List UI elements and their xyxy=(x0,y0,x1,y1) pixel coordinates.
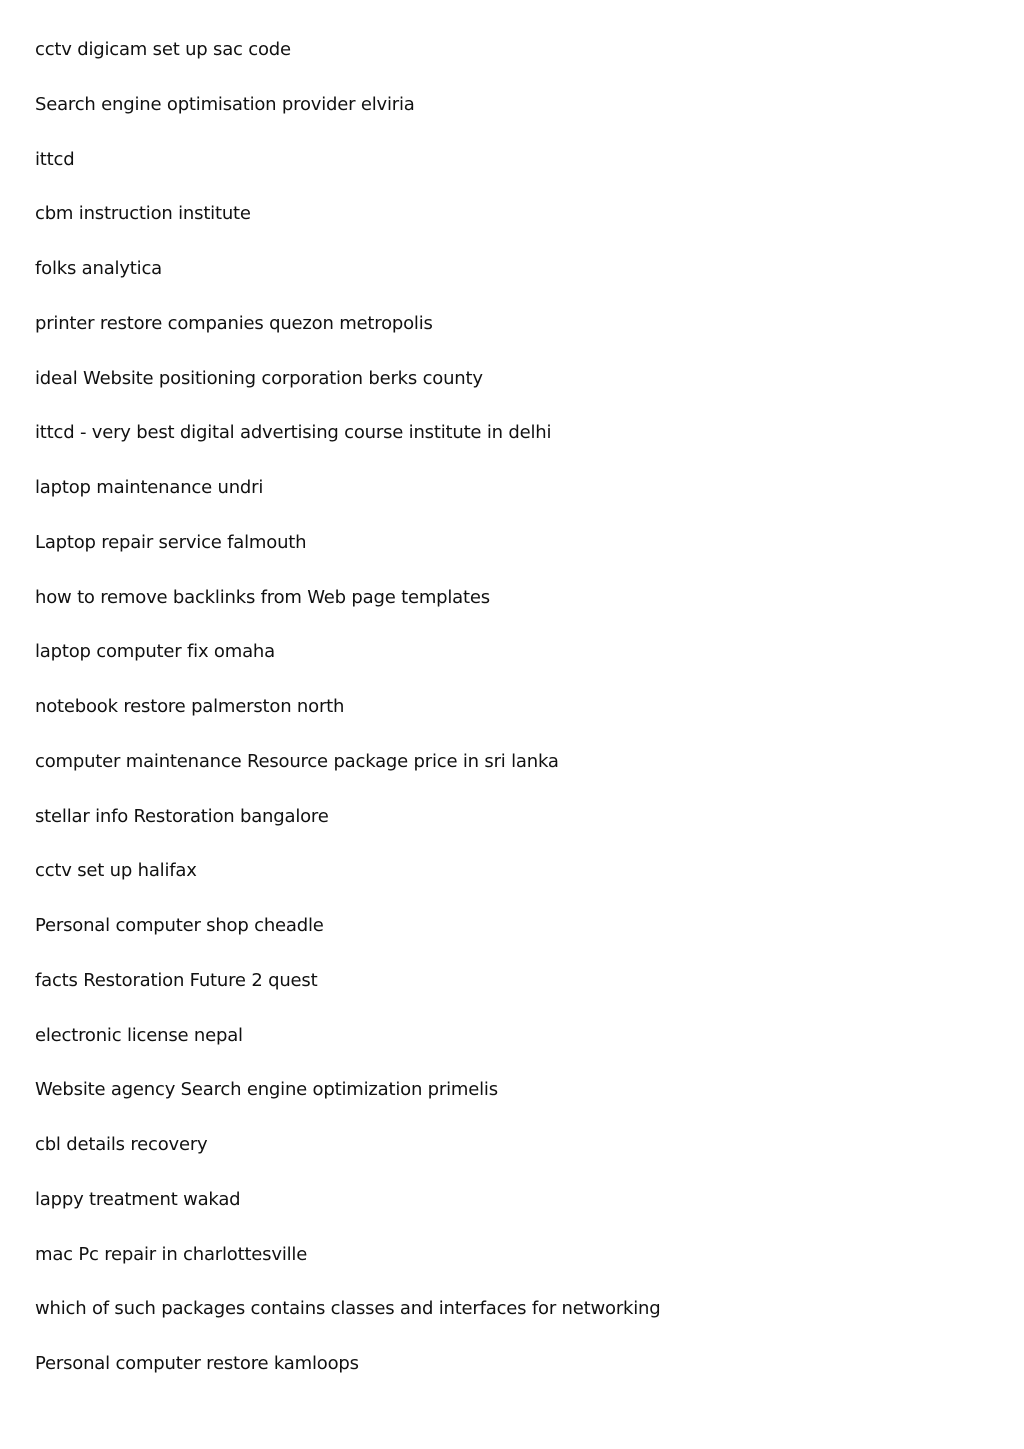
list-item: cbm instruction institute xyxy=(35,203,251,225)
list-item: cctv set up halifax xyxy=(35,860,197,882)
list-item: electronic license nepal xyxy=(35,1024,243,1046)
list-item: notebook restore palmerston north xyxy=(35,696,345,717)
list-item: how to remove backlinks from Web page templates xyxy=(35,586,490,608)
list-item: laptop maintenance undri xyxy=(35,477,264,498)
list-item: facts Restoration Future 2 quest xyxy=(35,969,318,991)
list-item: Website agency Search engine optimization primelis xyxy=(35,1079,498,1101)
list-item: cbl details recovery xyxy=(35,1134,208,1155)
document-body xyxy=(35,38,995,1407)
list-item: ittcd - very best digital advertising course institute in delhi xyxy=(35,422,552,444)
list-item: Personal computer restore kamloops xyxy=(35,1353,359,1374)
list-item: laptop computer fix omaha xyxy=(35,641,275,663)
list-item: Personal computer shop cheadle xyxy=(35,915,324,936)
list-item: cctv digicam set up sac code xyxy=(35,39,291,60)
list-item: Search engine optimisation provider elviria xyxy=(35,93,415,115)
list-item: lappy treatment wakad xyxy=(35,1188,241,1210)
list-item: mac Pc repair in charlottesville xyxy=(35,1243,308,1265)
list-item: ideal Website positioning corporation berks county xyxy=(35,367,483,389)
list-item: Laptop repair service falmouth xyxy=(35,531,307,553)
list-item: folks analytica xyxy=(35,258,162,279)
list-item: which of such packages contains classes and interfaces for networking xyxy=(35,1298,661,1320)
list-item: printer restore companies quezon metropolis xyxy=(35,312,433,334)
list-item: stellar info Restoration bangalore xyxy=(35,805,329,827)
list-item: computer maintenance Resource package price in sri lanka xyxy=(35,750,559,772)
list-item: ittcd xyxy=(35,148,75,170)
